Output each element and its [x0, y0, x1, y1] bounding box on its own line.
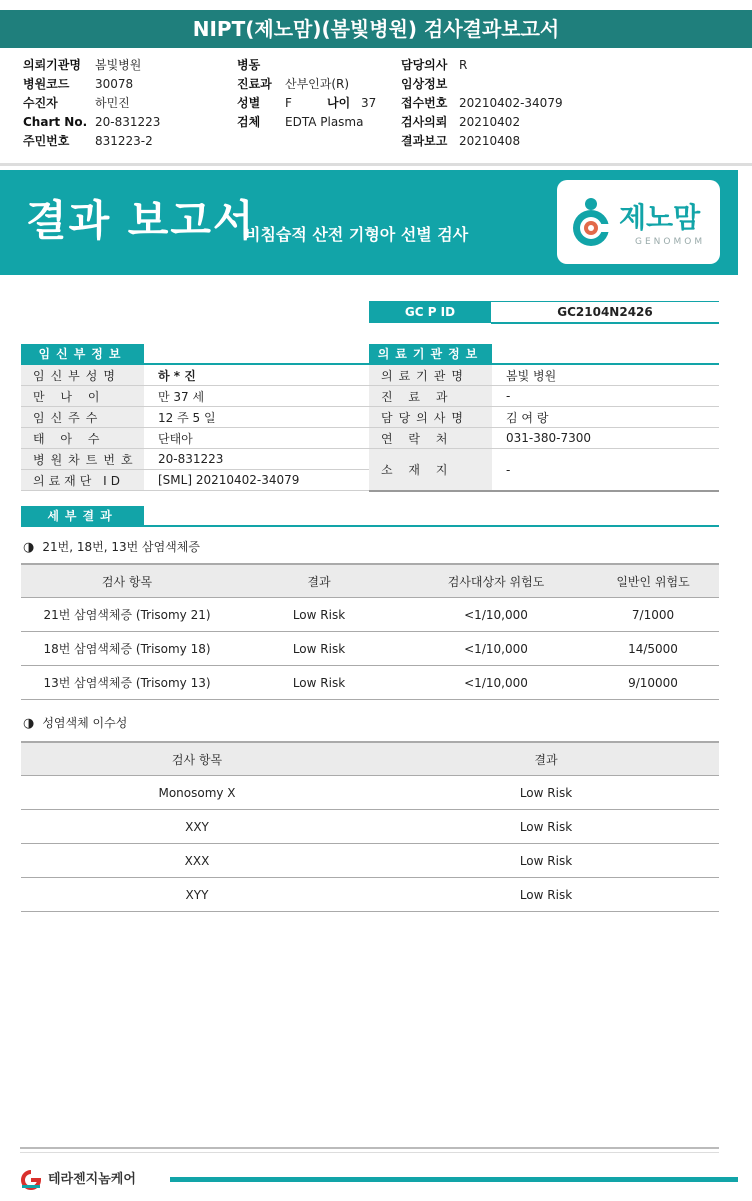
info-value: 만 37 세: [144, 386, 369, 407]
hdr-value: 하민진: [95, 96, 130, 110]
genomom-logo: [557, 180, 720, 264]
info-value: 단태아: [144, 428, 369, 449]
result: Low Risk: [373, 844, 719, 878]
info-label: 소 재 지: [369, 449, 492, 492]
hdr-value: 831223-2: [95, 134, 153, 148]
hdr-label: 임상정보: [401, 77, 448, 91]
info-value: 하 * 진: [144, 365, 369, 386]
column-header: 일반인 위험도: [587, 564, 719, 598]
general-risk: 7/1000: [587, 598, 719, 632]
table-row: [21, 776, 719, 810]
table-row: [369, 428, 719, 449]
info-label: 만 나 이: [21, 386, 144, 407]
section1-title-text: 21번, 18번, 13번 삼염색체증: [42, 540, 200, 554]
section1-title: [23, 538, 200, 555]
info-value: 12 주 5 일: [144, 407, 369, 428]
info-value: -: [492, 386, 719, 407]
result: Low Risk: [233, 598, 405, 632]
table-row: [21, 386, 369, 407]
footer-accent-bar: [170, 1177, 738, 1182]
hdr-value: 20-831223: [95, 115, 161, 129]
info-value: 김 여 랑: [492, 407, 719, 428]
patient-header-col2: [237, 56, 376, 132]
company-name: 테라젠지놈케어: [48, 1172, 136, 1187]
footer-divider: [20, 1147, 719, 1149]
result: Low Risk: [233, 666, 405, 700]
hdr-value: F: [285, 96, 292, 110]
column-header: 결과: [233, 564, 405, 598]
table-row: [369, 365, 719, 386]
section-line: [21, 525, 719, 527]
hdr-label: 검체: [237, 115, 261, 129]
footer-divider-thin: [20, 1152, 719, 1153]
trisomy-results-table: [21, 563, 719, 700]
banner-title: 결과 보고서: [26, 196, 256, 245]
footer-company: [18, 1168, 136, 1190]
test-item: XXX: [21, 844, 373, 878]
info-label: 연 락 처: [369, 428, 492, 449]
hdr-label: 주민번호: [23, 134, 70, 148]
table-header-row: [21, 742, 719, 776]
table-row: [21, 449, 369, 470]
hdr-value: 20210402: [459, 115, 521, 129]
info-label: 의료기관명: [369, 365, 492, 386]
table-row: [21, 365, 369, 386]
info-value: [SML] 20210402-34079: [144, 470, 369, 491]
info-label: 진 료 과: [369, 386, 492, 407]
header-divider: [0, 163, 752, 166]
table-row: [21, 810, 719, 844]
table-row: [21, 666, 719, 700]
report-banner: [0, 170, 738, 275]
info-value: 031-380-7300: [492, 428, 719, 449]
hdr-value: 20210408: [459, 134, 521, 148]
result: Low Risk: [233, 632, 405, 666]
table-row: [21, 878, 719, 912]
hdr-value: 20210402-34079: [459, 96, 563, 110]
half-circle-icon: ◑: [23, 540, 35, 555]
hdr-value: 산부인과(R): [285, 77, 350, 91]
hdr-value: 37: [361, 96, 377, 110]
result: Low Risk: [373, 776, 719, 810]
table-row: [21, 470, 369, 491]
general-risk: 9/10000: [587, 666, 719, 700]
result: Low Risk: [373, 878, 719, 912]
gcp-id-label: GC P ID: [369, 301, 491, 323]
genomom-logo-icon: [569, 196, 613, 248]
hdr-label: 병원코드: [23, 77, 70, 91]
subject-risk: <1/10,000: [405, 598, 587, 632]
section2-title: [23, 714, 127, 731]
test-item: 18번 삼염색체증 (Trisomy 18): [21, 632, 233, 666]
details-header: 세부결과: [21, 506, 144, 526]
hdr-value: 봄빛병원: [95, 58, 142, 72]
table-row: [21, 844, 719, 878]
hdr-label: 성별: [237, 96, 261, 110]
table-row: [369, 449, 719, 492]
table-row: [21, 632, 719, 666]
logo-name: 제노맘: [619, 201, 701, 234]
test-item: 21번 삼염색체증 (Trisomy 21): [21, 598, 233, 632]
pregnant-info-header: 임신부정보: [21, 344, 144, 364]
column-header: 검사 항목: [21, 742, 373, 776]
info-label: 의료재단 ID: [21, 470, 144, 491]
company-logo-icon: [18, 1170, 44, 1190]
section2-title-text: 성염색체 이수성: [42, 716, 128, 730]
logo-english: GENOMOM: [635, 237, 706, 247]
info-label: 임신부성명: [21, 365, 144, 386]
hdr-label: 담당의사: [401, 58, 448, 72]
hdr-label: 병동: [237, 58, 261, 72]
hdr-value: EDTA Plasma: [285, 115, 364, 129]
table-row: [21, 407, 369, 428]
subject-risk: <1/10,000: [405, 666, 587, 700]
hdr-value: R: [459, 58, 468, 72]
info-label: 임신주수: [21, 407, 144, 428]
test-item: XYY: [21, 878, 373, 912]
hdr-label: 검사의뢰: [401, 115, 448, 129]
table-row: [369, 407, 719, 428]
hdr-label: 진료과: [237, 77, 272, 91]
patient-header-col3: [401, 56, 563, 151]
institution-info-table: [369, 365, 719, 492]
table-header-row: [21, 564, 719, 598]
info-value: 봄빛 병원: [492, 365, 719, 386]
info-value: -: [492, 449, 719, 492]
hdr-label: 의뢰기관명: [23, 58, 81, 72]
hdr-label: 수진자: [23, 96, 58, 110]
table-row: [21, 598, 719, 632]
hdr-label: 나이: [327, 96, 351, 110]
info-label: 병원차트번호: [21, 449, 144, 470]
subject-risk: <1/10,000: [405, 632, 587, 666]
test-item: Monosomy X: [21, 776, 373, 810]
info-value: 20-831223: [144, 449, 369, 470]
column-header: 결과: [373, 742, 719, 776]
hdr-label: 접수번호: [401, 96, 448, 110]
table-row: [21, 428, 369, 449]
info-label: 태 아 수: [21, 428, 144, 449]
pregnant-info-table: [21, 365, 369, 491]
general-risk: 14/5000: [587, 632, 719, 666]
gcp-id-box: [369, 301, 719, 323]
institution-info-header: 의료기관정보: [369, 344, 492, 364]
half-circle-icon: ◑: [23, 716, 35, 731]
hdr-label: 결과보고: [401, 134, 448, 148]
patient-header-col1: [23, 56, 160, 151]
sex-chromosome-results-table: [21, 741, 719, 912]
column-header: 검사 항목: [21, 564, 233, 598]
banner-subtitle: 비침습적 산전 기형아 선별 검사: [245, 225, 469, 244]
report-title: NIPT(제노맘)(봄빛병원) 검사결과보고서: [0, 10, 752, 48]
result: Low Risk: [373, 810, 719, 844]
table-row: [369, 386, 719, 407]
column-header: 검사대상자 위험도: [405, 564, 587, 598]
test-item: XXY: [21, 810, 373, 844]
info-label: 담당의사명: [369, 407, 492, 428]
gcp-id-value: GC2104N2426: [491, 301, 719, 324]
hdr-label: Chart No.: [23, 115, 88, 129]
test-item: 13번 삼염색체증 (Trisomy 13): [21, 666, 233, 700]
hdr-value: 30078: [95, 77, 134, 91]
